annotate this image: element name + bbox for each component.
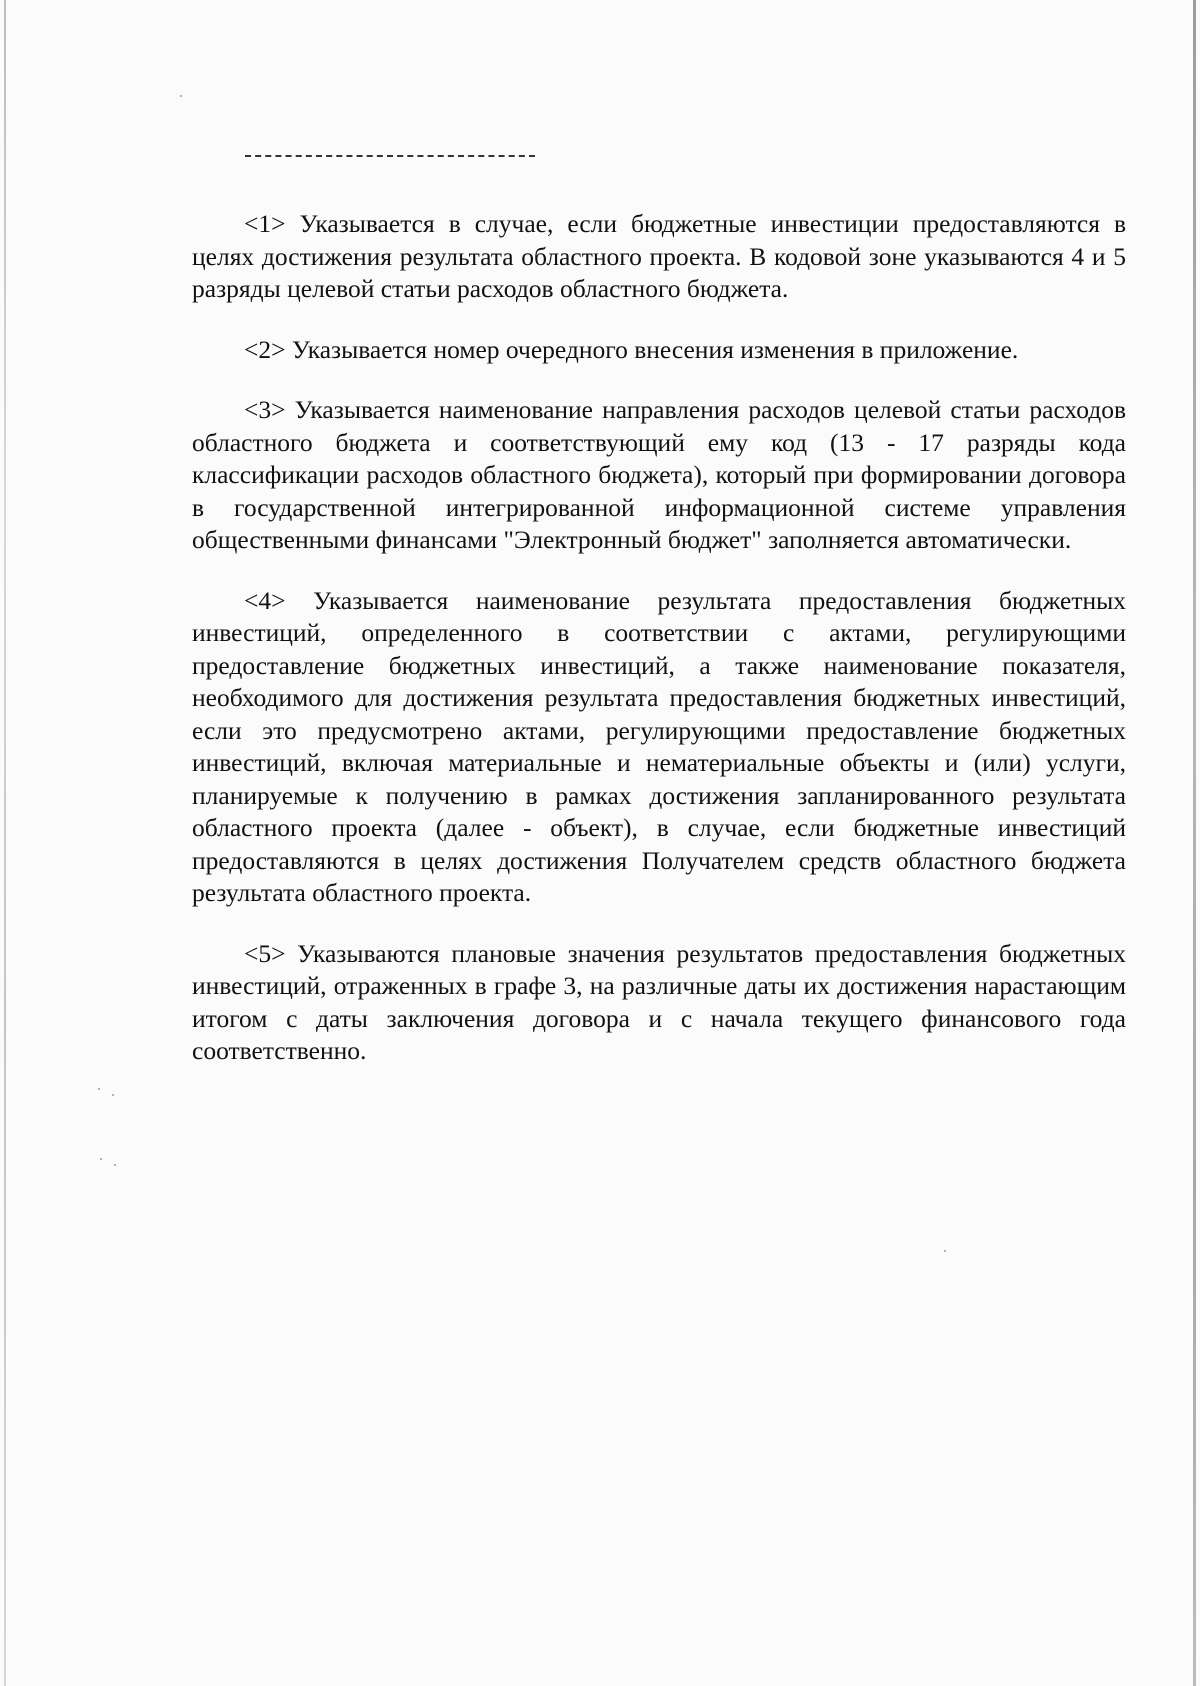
- footnote-separator: [245, 155, 535, 157]
- scan-speck: [114, 1164, 116, 1166]
- footnotes: [192, 208, 1126, 1096]
- footnote-3: <3> Указывается наименование направления расходов целевой статьи расходов областного бюджета и соответствующий ему код (13 - 17 разряды кода классификации расходов областного бюджета), который при формировании договора в государственной интегрированной информационной системе управления общественными финансами "Электронный бюджет" заполняется автоматически.: [192, 395, 1126, 554]
- footnote-5: <5> Указываются плановые значения результатов предоставления бюджетных инвестиций, отраженных в графе 3, на различные даты их достижения нарастающим итогом с даты заключения договора и с начала текущего финансового года соответственно.: [192, 938, 1126, 1065]
- scan-speck: [100, 1158, 102, 1160]
- scan-speck: [98, 1088, 100, 1090]
- scan-speck: [112, 1094, 114, 1096]
- scan-speck: [944, 1250, 946, 1252]
- scan-edge-left: [4, 0, 6, 1686]
- footnote-1: <1> Указывается в случае, если бюджетные инвестиции предоставляются в целях достижения результата областного проекта. В кодовой зоне указываются 4 и 5 разряды целевой статьи расходов областного бюджета.: [192, 209, 1126, 303]
- scan-speck: [180, 95, 182, 97]
- footnote-4: <4> Указывается наименование результата предоставления бюджетных инвестиций, определенного в соответствии с актами, регулирующими предоставление бюджетных инвестиций, а также наименование показателя, необходимого для достижения результата предоставления бюджетных инвестиций, если это предусмотрено актами, регулирующими предоставление бюджетных инвестиций, включая материальные и нематериальные объекты и (или) услуги, планируемые к получению в рамках достижения запланированного результата областного проекта (далее - объект), в случае, если бюджетные инвестиций предоставляются в целях достижения Получателем средств областного бюджета результата областного проекта.: [192, 585, 1126, 907]
- scan-edge-right: [1193, 0, 1196, 1686]
- footnote-2: <2> Указывается номер очередного внесения изменения в приложение.: [244, 334, 1019, 364]
